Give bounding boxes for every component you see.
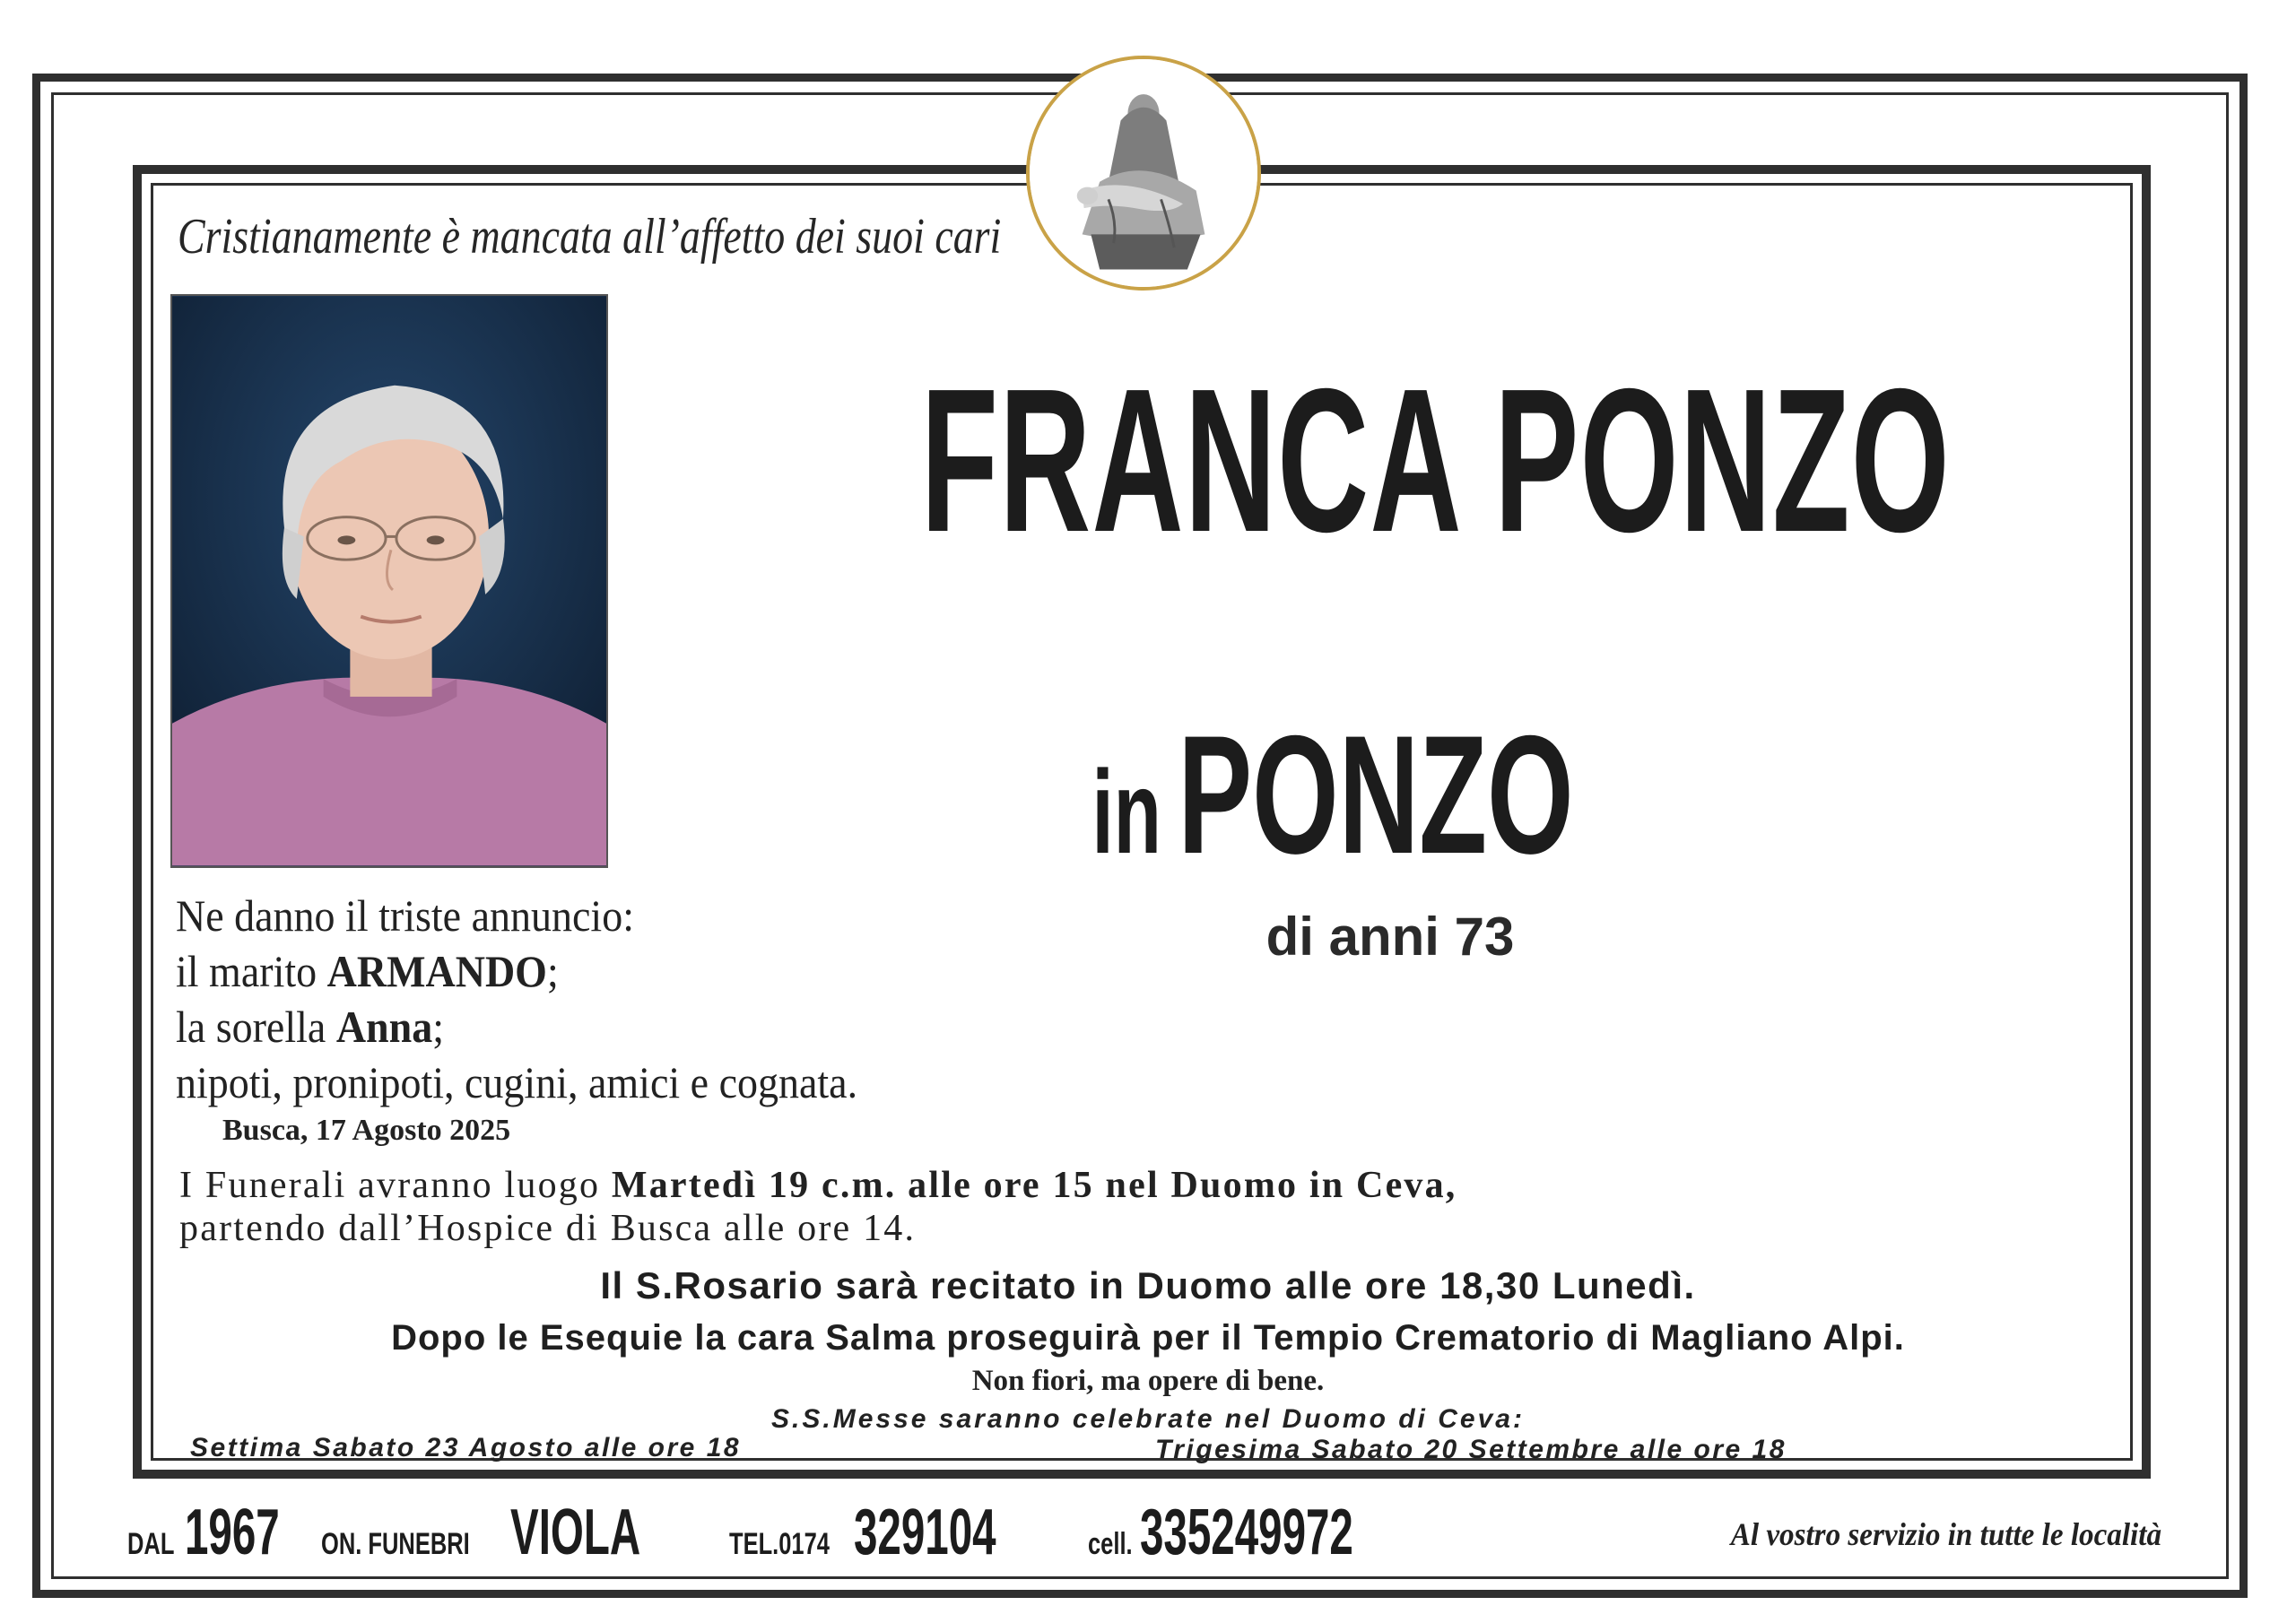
sister-name: Anna	[335, 1002, 433, 1052]
funeral-details	[179, 1164, 2117, 1250]
married-name	[1066, 698, 1599, 891]
business-name: VIOLA	[510, 1497, 641, 1568]
cell-label: cell.	[1087, 1527, 1133, 1561]
funeral-line-1	[179, 1164, 2117, 1207]
funeral-line-1-intro: I Funerali avranno luogo	[179, 1165, 612, 1206]
funeral-line-2: partendo dall’Hospice di Busca alle ore 14.	[179, 1208, 917, 1249]
married-surname: PONZO	[1178, 700, 1574, 889]
cell-number: 335249972	[1139, 1497, 1353, 1568]
married-prefix: in	[1091, 746, 1161, 878]
announcement-line-2	[176, 943, 935, 999]
portrait-photo	[170, 294, 608, 868]
since-label: DAL	[127, 1527, 175, 1561]
since-year: 1967	[184, 1497, 280, 1568]
announcement-line-4: nipoti, pronipoti, cugini, amici e cognata.	[176, 1057, 858, 1107]
tel-number: 329104	[854, 1497, 996, 1568]
no-flowers-text: Non fiori, ma opere di bene.	[971, 1365, 1325, 1397]
husband-name: ARMANDO	[326, 946, 547, 996]
age-text: di anni 73	[1265, 907, 1515, 967]
announcement-line-2-prefix: il marito	[176, 946, 327, 996]
funeral-line-1-details: Martedì 19 c.m. alle ore 15 nel Duomo in Ceva,	[611, 1165, 1457, 1206]
place-date: Busca, 17 Agosto 2025	[222, 1114, 511, 1147]
rosary-text: Il S.Rosario sarà recitato in Duomo alle ore 18,30 Lunedì.	[600, 1264, 1696, 1306]
tel-label: TEL.0174	[729, 1527, 831, 1561]
announcement-line-1: Ne danno il triste annuncio:	[176, 890, 634, 941]
announcement-line-2-suffix: ;	[546, 946, 559, 996]
footer-service-text: Al vostro servizio in tutte le località	[1730, 1516, 2161, 1552]
business-type: ON. FUNEBRI	[321, 1527, 470, 1561]
seventh-mass: Settima Sabato 23 Agosto alle ore 18	[190, 1433, 742, 1462]
cremation-text: Dopo le Esequie la cara Salma proseguirà per il Tempio Crematorio di Magliano Alpi.	[391, 1318, 1905, 1358]
footer-funeral-home	[127, 1496, 1463, 1567]
thirtieth-mass: Trigesima Sabato 20 Settembre alle ore 18	[1155, 1435, 1787, 1464]
intro-text: Cristianamente è mancata all’affetto dei suoi cari	[178, 209, 1002, 265]
deceased-name: FRANCA PONZO	[920, 347, 1951, 575]
announcement-line-3-suffix: ;	[432, 1002, 445, 1052]
pieta-icon	[1026, 56, 1261, 291]
announcement-line-3	[176, 999, 935, 1055]
announcement-line-3-prefix: la sorella	[176, 1002, 336, 1052]
masses-title: S.S.Messe saranno celebrate nel Duomo di Ceva:	[771, 1404, 1525, 1434]
announcement	[176, 888, 935, 1110]
